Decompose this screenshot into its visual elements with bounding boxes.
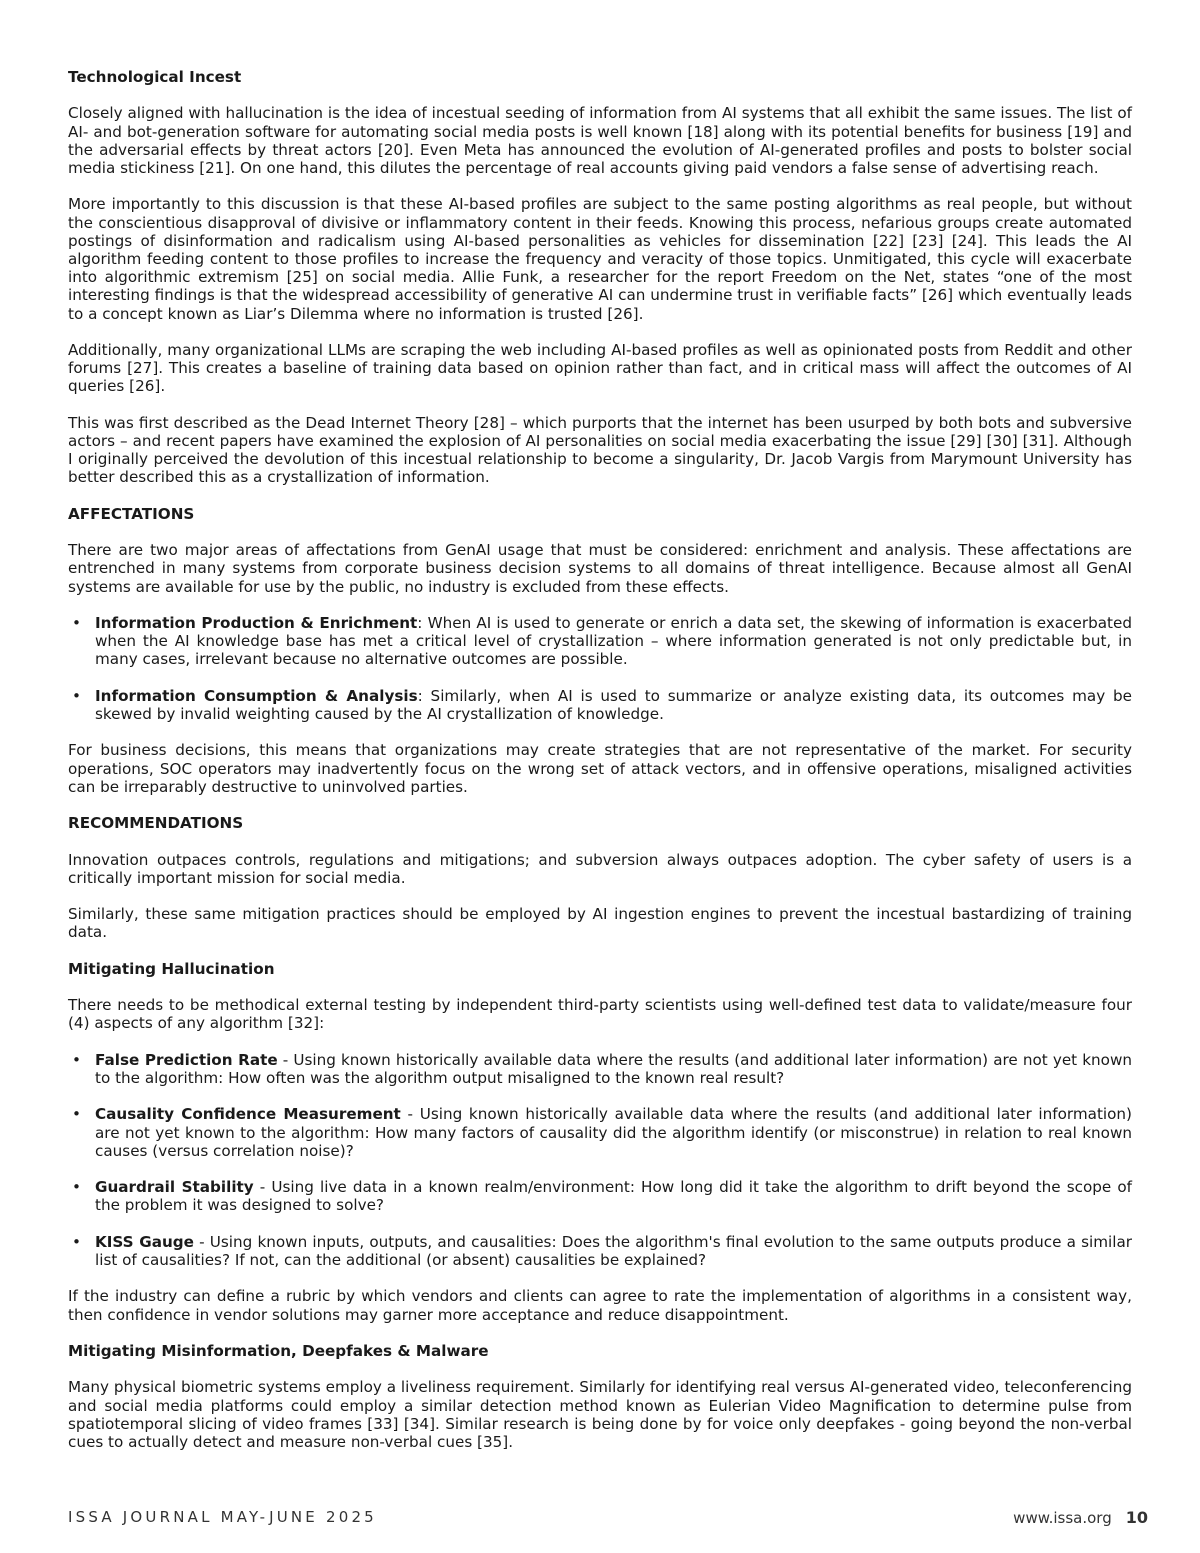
paragraph: There needs to be methodical external testing by independent third-party scientists using well-defined test data to validate/measure four (4) aspects of any algorithm [32]: xyxy=(68,996,1132,1033)
website-url: www.issa.org xyxy=(1013,1508,1112,1527)
section-heading-technological-incest: Technological Incest xyxy=(68,68,242,86)
paragraph: Similarly, these same mitigation practices should be employed by AI ingestion engines to prevent the incestual bastardizing of training data. xyxy=(68,905,1132,942)
bullet-icon: • xyxy=(72,1178,81,1197)
page-number: 10 xyxy=(1125,1507,1148,1527)
footer-right xyxy=(1013,1508,1148,1527)
bullet-icon: • xyxy=(72,1105,81,1124)
page-footer xyxy=(68,1505,1148,1529)
paragraph: If the industry can define a rubric by which vendors and clients can agree to rate the implementation of algorithms in a consistent way, then confidence in vendor solutions may garner more acceptance and reduce disappointment. xyxy=(68,1287,1132,1324)
subsection-heading-mitigating-misinformation: Mitigating Misinformation, Deepfakes & Malware xyxy=(68,1341,489,1360)
list-item xyxy=(68,1051,1132,1087)
hallucination-aspects-list xyxy=(68,1051,1132,1269)
list-item-text: - Using known historically available data where the results (and additional later information) are not yet known to the algorithm: How many factors of causality did the algorithm identify (or misconstrue) in relation to real known causes (versus correlation noise)? xyxy=(95,1105,1132,1160)
list-item xyxy=(68,1105,1132,1160)
list-item-text: - Using known inputs, outputs, and causalities: Does the algorithm's final evolution to the same outputs produce a similar list of causalities? If not, can the additional (or absent) causalities be explained? xyxy=(95,1232,1133,1269)
bullet-icon: • xyxy=(72,686,81,705)
list-item xyxy=(68,1178,1132,1214)
list-item-text: - Using known historically available data where the results (and additional later information) are not yet known to the algorithm: How often was the algorithm output misaligned to the known real result? xyxy=(95,1050,1133,1087)
list-item-term: Causality Confidence Measurement xyxy=(95,1105,401,1124)
list-item-term: False Prediction Rate xyxy=(95,1050,278,1069)
section-heading-recommendations: RECOMMENDATIONS xyxy=(68,814,244,833)
list-item-text: - Using live data in a known realm/environment: How long did it take the algorithm to drift beyond the scope of the problem it was designed to solve? xyxy=(95,1178,1132,1215)
paragraph: Additionally, many organizational LLMs are scraping the web including AI-based profiles as well as opinionated posts from Reddit and other forums [27]. This creates a baseline of training data based on opinion rather than fact, and in critical mass will affect the outcomes of AI queries [26]. xyxy=(68,341,1132,396)
list-item-term: Guardrail Stability xyxy=(95,1178,254,1197)
paragraph: Many physical biometric systems employ a liveliness requirement. Similarly for identifying real versus AI-generated video, teleconferencing and social media platforms could employ a similar detection method known as Eulerian Video Magnification to determine pulse from spatiotemporal slicing of video frames [33] [34]. Similar research is being done by for voice only deepfakes - going beyond the non-verbal cues to actually detect and measure non-verbal cues [35]. xyxy=(68,1378,1132,1451)
paragraph: Innovation outpaces controls, regulations and mitigations; and subversion always outpaces adoption. The cyber safety of users is a critically important mission for social media. xyxy=(68,850,1132,887)
paragraph: Closely aligned with hallucination is the idea of incestual seeding of information from AI systems that all exhibit the same issues. The list of AI- and bot-generation software for automating social media posts is well known [18] along with its potential benefits for business [19] and the adversarial effects by threat actors [20]. Even Meta has announced the evolution of AI-generated profiles and posts to bolster social media stickiness [21]. On one hand, this dilutes the percentage of real accounts giving paid vendors a false sense of advertising reach. xyxy=(68,104,1132,177)
bullet-icon: • xyxy=(72,1232,81,1251)
bullet-icon: • xyxy=(72,613,81,632)
list-item xyxy=(68,1233,1132,1269)
paragraph: This was first described as the Dead Internet Theory [28] – which purports that the internet has been usurped by both bots and subversive actors – and recent papers have examined the explosion of AI personalities on social media exacerbating the issue [29] [30] [31]. Although I originally perceived the devolution of this incestual relationship to become a singularity, Dr. Jacob Vargis from Marymount University has better described this as a crystallization of information. xyxy=(68,413,1132,487)
article-body xyxy=(68,68,1132,1469)
list-item-term: Information Production & Enrichment xyxy=(95,613,418,632)
subsection-heading-mitigating-hallucination: Mitigating Hallucination xyxy=(68,959,275,978)
affectations-list xyxy=(68,614,1132,723)
list-item-term: Information Consumption & Analysis xyxy=(95,686,418,705)
section-heading-affectations: AFFECTATIONS xyxy=(68,504,195,523)
journal-name: ISSA JOURNAL MAY-JUNE 2025 xyxy=(68,1508,377,1526)
list-item: • Information Consumption & Analysis: Similarly, when AI is used to summarize or analyze existing data, its outcomes may be skewed by invalid weighting caused by the AI crystallization of knowledge. xyxy=(72,686,1132,723)
list-item-text: When AI is used to generate or enrich a data set, the skewing of information is exacerbated when the AI knowledge base has met a critical level of crystallization – where information generated is not only predictable but, in many cases, irrelevant because no alternative outcomes are possible. xyxy=(95,613,1132,669)
list-item-text: Similarly, when AI is used to summarize or analyze existing data, its outcomes may be skewed by invalid weighting caused by the AI crystallization of knowledge. xyxy=(95,686,1132,723)
bullet-icon: • xyxy=(72,1050,81,1069)
paragraph: More importantly to this discussion is that these AI-based profiles are subject to the same posting algorithms as real people, but without the conscientious disapproval of divisive or inflammatory content in their feeds. Knowing this process, nefarious groups create automated postings of disinformation and radicalism using AI-based personalities as vehicles for dissemination [22] [23] [24]. This leads the AI algorithm feeding content to those profiles to increase the frequency and veracity of those topics. Unmitigated, this cycle will exacerbate into algorithmic extremism [25] on social media. Allie Funk, a researcher for the report Freedom on the Net, states “one of the most interesting findings is that the widespread accessibility of generative AI can undermine trust in verifiable facts” [26] which eventually leads to a concept known as Liar’s Dilemma where no information is trusted [26]. xyxy=(68,195,1132,323)
list-item: • Information Production & Enrichment: When AI is used to generate or enrich a data set, the skewing of information is exacerbated when the AI knowledge base has met a critical level of crystallization – where information generated is not only predictable but, in many cases, irrelevant because no alternative outcomes are possible. xyxy=(72,613,1132,669)
paragraph: There are two major areas of affectations from GenAI usage that must be considered: enrichment and analysis. These affectations are entrenched in many systems from corporate business decision systems to all domains of threat intelligence. Because almost all GenAI systems are available for use by the public, no industry is excluded from these effects. xyxy=(68,541,1132,596)
paragraph: For business decisions, this means that organizations may create strategies that are not representative of the market. For security operations, SOC operators may inadvertently focus on the wrong set of attack vectors, and in offensive operations, misaligned activities can be irreparably destructive to uninvolved parties. xyxy=(68,741,1132,796)
list-item-term: KISS Gauge xyxy=(95,1232,194,1251)
